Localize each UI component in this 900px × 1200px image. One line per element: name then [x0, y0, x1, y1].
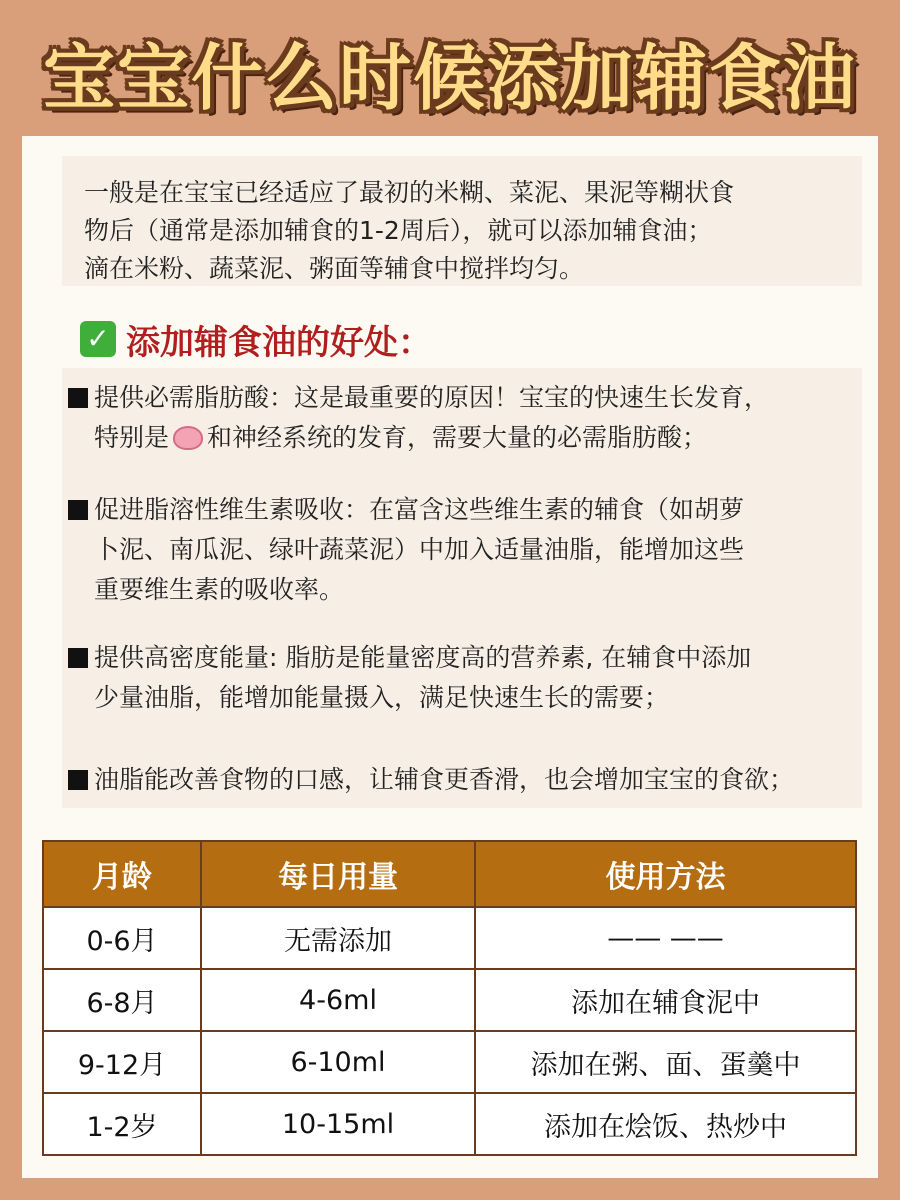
- usage-cell: —— ——: [475, 907, 856, 969]
- check-mark-icon: ✓: [80, 321, 116, 357]
- benefit-text: 和神经系统的发育，需要大量的必需脂肪酸；: [207, 423, 708, 452]
- column-header-usage: 使用方法: [475, 841, 856, 907]
- intro-paragraph: [62, 156, 862, 286]
- content-card: [22, 136, 878, 1178]
- brain-icon: [173, 426, 203, 450]
- column-header-age: 月龄: [43, 841, 201, 907]
- table-header-row: [43, 841, 856, 907]
- age-cell: 1-2岁: [43, 1093, 201, 1155]
- square-bullet-icon: [68, 500, 88, 520]
- benefits-list: [62, 368, 862, 808]
- usage-cell: 添加在烩饭、热炒中: [475, 1093, 856, 1155]
- benefit-item: [68, 490, 858, 610]
- benefit-text: 促进脂溶性维生素吸收：在富含这些维生素的辅食（如胡萝: [94, 495, 745, 524]
- intro-line: 滴在米粉、蔬菜泥、粥面等辅食中搅拌均匀。: [84, 254, 585, 283]
- amount-cell: 4-6ml: [201, 969, 475, 1031]
- benefit-text: 提供高密度能量: 脂肪是能量密度高的营养素, 在辅食中添加: [94, 643, 752, 672]
- square-bullet-icon: [68, 388, 88, 408]
- usage-cell: 添加在粥、面、蛋羹中: [475, 1031, 856, 1093]
- intro-line: 一般是在宝宝已经适应了最初的米糊、菜泥、果泥等糊状食: [84, 178, 735, 207]
- benefit-item: [68, 760, 858, 800]
- amount-cell: 6-10ml: [201, 1031, 475, 1093]
- benefit-text: 提供必需脂肪酸：这是最重要的原因！宝宝的快速生长发育，: [94, 383, 770, 412]
- table-row: [43, 1031, 856, 1093]
- benefit-text: 少量油脂，能增加能量摄入，满足快速生长的需要；: [94, 683, 670, 712]
- benefit-text: 卜泥、南瓜泥、绿叶蔬菜泥）中加入适量油脂，能增加这些: [94, 535, 745, 564]
- section-title: 添加辅食油的好处：: [126, 322, 432, 363]
- intro-line: 物后（通常是添加辅食的1-2周后），就可以添加辅食油；: [84, 216, 713, 245]
- column-header-daily-amount: 每日用量: [201, 841, 475, 907]
- amount-cell: 10-15ml: [201, 1093, 475, 1155]
- table-row: [43, 1093, 856, 1155]
- benefit-text: 特别是: [94, 423, 170, 452]
- age-cell: 0-6月: [43, 907, 201, 969]
- benefit-text: 重要维生素的吸收率。: [94, 575, 345, 604]
- benefit-item: [68, 638, 858, 718]
- square-bullet-icon: [68, 770, 88, 790]
- benefits-heading: [80, 314, 432, 364]
- page-title: 宝宝什么时候添加辅食油: [42, 36, 857, 120]
- benefit-item: [68, 378, 858, 458]
- square-bullet-icon: [68, 648, 88, 668]
- age-cell: 6-8月: [43, 969, 201, 1031]
- dosage-table: [42, 840, 857, 1156]
- table-row: [43, 969, 856, 1031]
- benefit-text: 油脂能改善食物的口感，让辅食更香滑，也会增加宝宝的食欲；: [94, 765, 795, 794]
- amount-cell: 无需添加: [201, 907, 475, 969]
- age-cell: 9-12月: [43, 1031, 201, 1093]
- usage-cell: 添加在辅食泥中: [475, 969, 856, 1031]
- table-row: [43, 907, 856, 969]
